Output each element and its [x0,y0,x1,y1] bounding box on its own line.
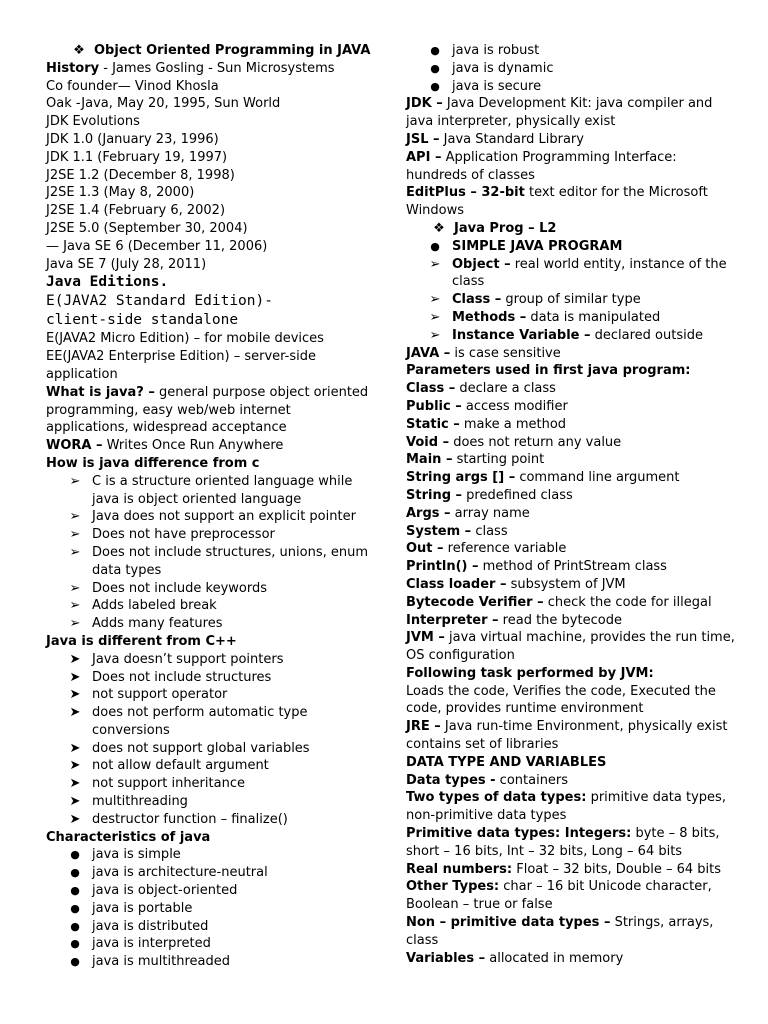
arrow-bullet-icon: ➢ [69,598,81,614]
history-line: Java SE 7 (July 28, 2011) [46,256,207,272]
dot-bullet-icon: ● [430,61,440,75]
list-item: ➤ not support inheritance [69,776,245,792]
list-item: ● java is architecture-neutral [46,864,376,882]
diff-c-list [46,473,376,633]
arrowhead-bullet-icon: ➤ [69,669,81,685]
arrow-bullet-icon: ➢ [69,527,81,543]
list-item: ➤ not support operator [69,687,228,703]
diamond-bullet-icon: ❖ [433,220,445,236]
param-line: String args [] – command line argument [406,470,680,486]
list-item: ➢ Adds many features [69,616,223,632]
data-type-line: Real numbers: Float – 32 bits, Double – 64 bits [406,861,722,877]
diff-c-heading: How is java difference from c [46,455,260,471]
list-item: ➤ Does not include structures [69,669,272,685]
list-item: ➤ not allow default argument [69,758,269,774]
dot-bullet-icon: ● [70,937,80,951]
data-type-line: Two types of data types: primitive data types, non-primitive data types [406,790,726,824]
data-type-line: Other Types: char – 16 bit Unicode character, Boolean – true or false [406,879,712,913]
editions-heading: Java Editions. [46,274,169,291]
list-item: ● java is multithreaded [46,953,376,971]
list-item: ➢ Does not have preprocessor [69,527,275,543]
jre-line: JRE – Java run-time Environment, physically exist contains set of libraries [406,719,728,753]
list-item: ● java is secure [406,78,736,96]
dot-bullet-icon: ● [70,884,80,898]
arrowhead-bullet-icon: ➤ [69,811,81,827]
list-item: ➢ Instance Variable – declared outside [429,327,703,343]
list-item: ➢ Object – real world entity, instance of the class [429,256,727,290]
what-is-java: What is java? – general purpose object oriented programming, easy web/web internet applications, widespread acceptance [46,384,369,436]
simple-program-list [406,238,736,345]
arrow-bullet-icon: ➢ [429,256,441,272]
list-item: ● java is portable [46,900,376,918]
list-item: ➤ multithreading [69,794,188,810]
def-line: JSL – Java Standard Library [406,131,584,147]
param-line: Bytecode Verifier – check the code for illegal [406,594,712,610]
list-item: ➢ Class – group of similar type [429,292,641,308]
history-line: J2SE 1.3 (May 8, 2000) [46,185,195,201]
diff-cpp-list [46,651,376,829]
editions-mono-line: client-side standalone [46,312,239,329]
param-line: Out – reference variable [406,541,567,557]
diamond-bullet-icon: ❖ [73,43,85,58]
prog-title: Java Prog – L2 [454,220,557,236]
arrowhead-bullet-icon: ➤ [69,651,81,667]
editions-mono-line: E(JAVA2 Standard Edition)- [46,293,273,310]
arrow-bullet-icon: ➢ [69,616,81,632]
list-item: ● SIMPLE JAVA PROGRAM [406,238,736,256]
dot-bullet-icon: ● [430,79,440,93]
list-item: ➢ Adds labeled break [69,598,217,614]
dot-bullet-icon: ● [430,44,440,57]
dot-bullet-icon: ● [70,848,80,862]
dot-bullet-icon: ● [70,919,80,933]
list-item: ➤ Java doesn’t support pointers [69,651,284,667]
characteristics-list [46,846,376,971]
param-line: Class loader – subsystem of JVM [406,576,626,592]
diff-cpp-heading: Java is different from C++ [46,633,237,649]
history-line: JDK 1.1 (February 19, 1997) [46,149,228,165]
arrowhead-bullet-icon: ➤ [69,794,81,810]
arrow-bullet-icon: ➢ [69,580,81,596]
characteristics-heading: Characteristics of java [46,829,211,845]
arrowhead-bullet-icon: ➤ [69,705,81,721]
history-line: J2SE 5.0 (September 30, 2004) [46,220,248,236]
arrow-bullet-icon: ➢ [429,327,441,343]
def-line: EditPlus – 32-bit text editor for the Microsoft Windows [406,185,708,219]
arrow-bullet-icon: ➢ [429,309,441,325]
history-line: Oak -Java, May 20, 1995, Sun World [46,96,281,112]
param-line: System – class [406,523,508,539]
doc-title-line [46,42,376,60]
param-line: JVM – java virtual machine, provides the run time, OS configuration [406,630,735,664]
history-line: Co founder— Vinod Khosla [46,78,219,94]
list-item: ● java is dynamic [406,60,736,78]
history-line: — Java SE 6 (December 11, 2006) [46,238,268,254]
list-item: ➤ does not support global variables [69,740,310,756]
param-line: Println() – method of PrintStream class [406,559,667,575]
list-item: ● java is interpreted [46,935,376,953]
characteristics-cont-list [406,42,736,95]
arrowhead-bullet-icon: ➤ [69,758,81,774]
list-item: ➢ Methods – data is manipulated [429,309,661,325]
arrow-bullet-icon: ➢ [69,544,81,560]
data-type-line: Variables – allocated in memory [406,950,624,966]
dot-bullet-icon: ● [70,901,80,915]
dot-bullet-icon: ● [70,955,80,969]
history-line: J2SE 1.4 (February 6, 2002) [46,203,226,219]
list-item: ➤ destructor function – finalize() [69,811,288,827]
wora-line: WORA – Writes Once Run Anywhere [46,438,284,454]
history-line: J2SE 1.2 (December 8, 1998) [46,167,235,183]
arrowhead-bullet-icon: ➤ [69,687,81,703]
list-item: ➢ Does not include structures, unions, enum data types [69,544,369,578]
history-line: History - James Gosling - Sun Microsystems [46,60,335,76]
doc-title: Object Oriented Programming in JAVA [94,43,371,58]
data-type-line: Data types - containers [406,772,569,788]
list-item: ➢ C is a structure oriented language while java is object oriented language [69,473,353,507]
param-line: Interpreter – read the bytecode [406,612,622,628]
edition-line: EE(JAVA2 Enterprise Edition) – server-side application [46,349,316,382]
param-line: Static – make a method [406,416,567,432]
history-line: JDK 1.0 (January 23, 1996) [46,131,219,147]
list-item: ➢ Java does not support an explicit pointer [69,509,356,525]
arrowhead-bullet-icon: ➤ [69,740,81,756]
prog-title-line [406,220,736,238]
list-item: ● java is object-oriented [46,882,376,900]
param-line: Public – access modifier [406,398,568,414]
list-item: ● java is distributed [46,918,376,936]
edition-line: E(JAVA2 Micro Edition) – for mobile devices [46,331,324,347]
jvm-tasks-text: Loads the code, Verifies the code, Executed the code, provides runtime environment [406,683,716,717]
def-line: JDK – Java Development Kit: java compiler and java interpreter, physically exist [406,96,713,130]
history-line: JDK Evolutions [46,114,140,130]
dot-bullet-icon: ● [70,866,80,880]
left-column [46,42,376,971]
def-line: API – Application Programming Interface: hundreds of classes [406,149,677,183]
data-type-line: Primitive data types: Integers: byte – 8 bits, short – 16 bits, Int – 32 bits, Long – 64 bits [406,826,720,859]
jvm-tasks-heading: Following task performed by JVM: [406,665,654,681]
param-line: Main – starting point [406,452,545,468]
right-column [406,42,736,967]
param-line: Class – declare a class [406,381,556,397]
data-type-line: Non – primitive data types – Strings, arrays, class [406,915,714,948]
list-item: ● java is robust [406,42,736,60]
list-item: ➤ does not perform automatic type conversions [69,705,308,738]
list-item: ➢ Does not include keywords [69,580,268,596]
java-case-line: JAVA – is case sensitive [406,345,561,361]
data-types-heading: DATA TYPE AND VARIABLES [406,754,607,770]
param-line: Args – array name [406,505,530,521]
dot-bullet-icon: ● [430,239,440,253]
params-heading: Parameters used in first java program: [406,363,691,379]
param-line: String – predefined class [406,487,573,503]
arrow-bullet-icon: ➢ [69,509,81,525]
arrow-bullet-icon: ➢ [69,473,81,489]
arrowhead-bullet-icon: ➤ [69,776,81,792]
list-item: ● java is simple [46,846,376,864]
param-line: Void – does not return any value [406,434,622,450]
arrow-bullet-icon: ➢ [429,292,441,308]
